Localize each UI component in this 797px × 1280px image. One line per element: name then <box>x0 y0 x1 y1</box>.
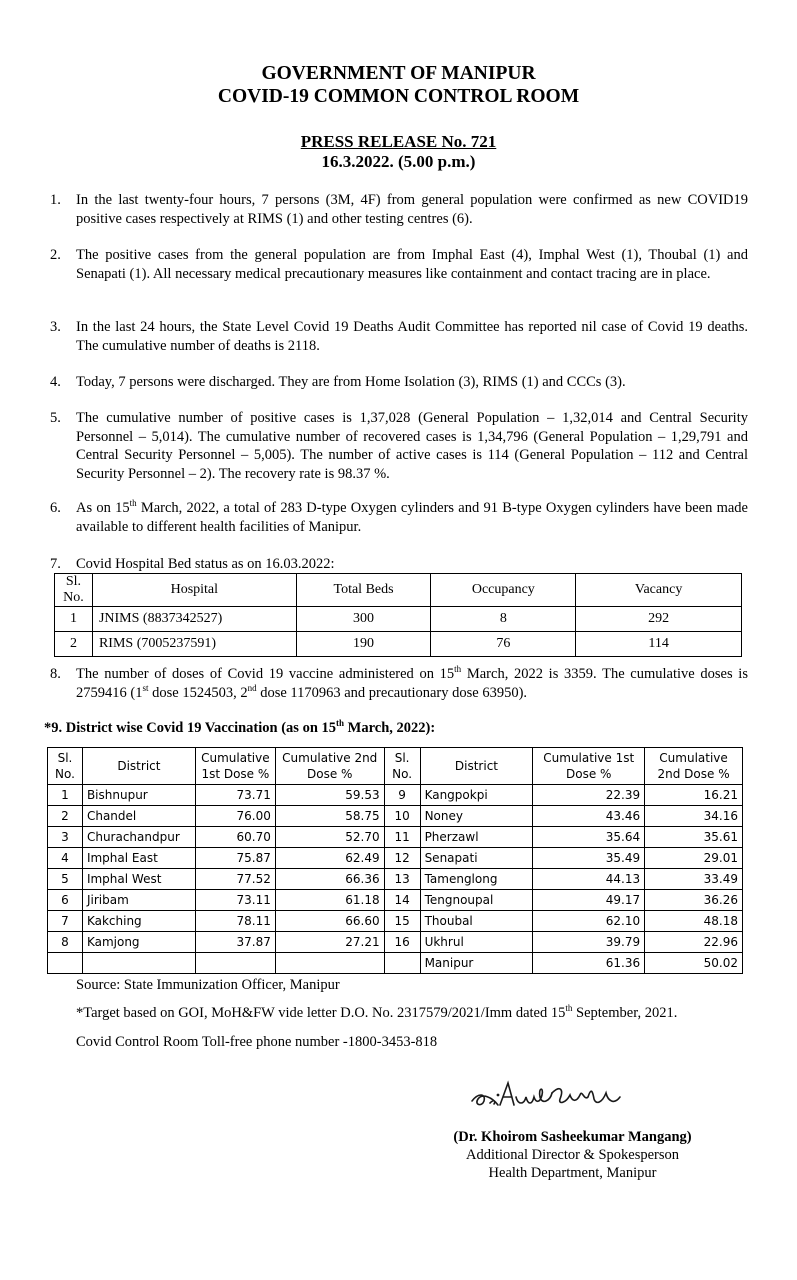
table-cell: 300 <box>296 607 431 632</box>
table-cell: Kakching <box>82 911 195 932</box>
table-cell: RIMS (7005237591) <box>92 632 296 657</box>
column-header: District <box>420 748 533 785</box>
table-cell: 76.00 <box>195 806 275 827</box>
column-header: Hospital <box>92 574 296 607</box>
table-cell: 7 <box>48 911 83 932</box>
table-cell: 5 <box>48 869 83 890</box>
table-cell: JNIMS (8837342527) <box>92 607 296 632</box>
table-cell: 4 <box>48 848 83 869</box>
column-header: Occupancy <box>431 574 576 607</box>
point-text: Today, 7 persons were discharged. They are from Home Isolation (3), RIMS (1) and CCCs (3). <box>76 374 626 390</box>
signatory-title: Additional Director & Spokesperson <box>465 1147 680 1163</box>
point-5 <box>50 409 748 483</box>
hospital-bed-table <box>54 573 742 657</box>
table-cell: 15 <box>384 911 420 932</box>
press-release-heading <box>0 132 797 172</box>
point-4 <box>50 373 748 392</box>
table-cell: 3 <box>48 827 83 848</box>
table-cell: Thoubal <box>420 911 533 932</box>
table-cell: 35.64 <box>533 827 645 848</box>
table-cell: Tamenglong <box>420 869 533 890</box>
table-cell: Jiribam <box>82 890 195 911</box>
table-cell: Churachandpur <box>82 827 195 848</box>
table-row <box>48 848 743 869</box>
table-cell <box>275 953 384 974</box>
point-number: 7. <box>50 556 61 572</box>
column-header: Cumulative 1st Dose % <box>195 748 275 785</box>
table-cell: 35.49 <box>533 848 645 869</box>
point-number: 1. <box>50 192 61 208</box>
table-cell: 62.10 <box>533 911 645 932</box>
table-cell: 1 <box>55 607 93 632</box>
column-header: Sl. No. <box>384 748 420 785</box>
table-cell: 14 <box>384 890 420 911</box>
table-cell: Senapati <box>420 848 533 869</box>
point-7 <box>50 555 748 574</box>
table-cell: 66.36 <box>275 869 384 890</box>
table-cell: 2 <box>55 632 93 657</box>
table-cell: 78.11 <box>195 911 275 932</box>
total-dose2: 50.02 <box>645 953 743 974</box>
table-cell: Imphal West <box>82 869 195 890</box>
table-cell: Noney <box>420 806 533 827</box>
table-row <box>55 607 742 632</box>
vaccination-table <box>47 747 743 974</box>
table-cell: 77.52 <box>195 869 275 890</box>
table-cell: Pherzawl <box>420 827 533 848</box>
point-text: The number of doses of Covid 19 vaccine administered on 15th March, 2022 is 3359. The cumulative doses is 2759416 (1st dose 1524503, 2nd dose 1170963 and precautionary dose 63950). <box>76 664 748 701</box>
point-3 <box>50 318 748 355</box>
point-text: The positive cases from the general population are from Imphal East (4), Imphal West (1), Thoubal (1) and Senapati (1). All necessary medical precautionary measures like containment and contact tracing are in place. <box>76 247 748 282</box>
table-cell: 16.21 <box>645 785 743 806</box>
table-cell: 35.61 <box>645 827 743 848</box>
table-cell: 8 <box>48 932 83 953</box>
press-release-number: PRESS RELEASE No. 721 <box>300 132 497 151</box>
table-cell: 8 <box>431 607 576 632</box>
table-cell: 1 <box>48 785 83 806</box>
signatory-name: (Dr. Khoirom Sasheekumar Mangang) <box>453 1129 692 1145</box>
press-release-datetime: 16.3.2022. (5.00 p.m.) <box>321 152 476 171</box>
table-header-row <box>55 574 742 607</box>
column-header: District <box>82 748 195 785</box>
table-cell: 13 <box>384 869 420 890</box>
point-text: As on 15th March, 2022, a total of 283 D-type Oxygen cylinders and 91 B-type Oxygen cylinders have been made available to different health facilities of Manipur. <box>76 498 748 535</box>
table-cell: Tengnoupal <box>420 890 533 911</box>
point-text: Covid Hospital Bed status as on 16.03.2022: <box>76 556 335 572</box>
table-cell: 62.49 <box>275 848 384 869</box>
table-row <box>48 911 743 932</box>
table-cell: 33.49 <box>645 869 743 890</box>
table-cell: 52.70 <box>275 827 384 848</box>
column-header: Sl. No. <box>55 574 93 607</box>
table-cell: Imphal East <box>82 848 195 869</box>
table-row <box>48 806 743 827</box>
table-cell: 49.17 <box>533 890 645 911</box>
point-1 <box>50 191 748 228</box>
table-cell: Kamjong <box>82 932 195 953</box>
table-cell: 16 <box>384 932 420 953</box>
signature-image <box>468 1075 628 1117</box>
table-cell: 60.70 <box>195 827 275 848</box>
point-text: In the last 24 hours, the State Level Covid 19 Deaths Audit Committee has reported nil case of Covid 19 deaths. The cumulative number of deaths is 2118. <box>76 319 748 354</box>
table-cell: 76 <box>431 632 576 657</box>
table-cell: 6 <box>48 890 83 911</box>
table-cell: 114 <box>576 632 742 657</box>
total-district: Manipur <box>420 953 533 974</box>
source-note: Source: State Immunization Officer, Manipur <box>76 977 340 993</box>
table-cell: 58.75 <box>275 806 384 827</box>
table-cell <box>195 953 275 974</box>
table-cell: 27.21 <box>275 932 384 953</box>
column-header: Cumulative 1st Dose % <box>533 748 645 785</box>
table-cell <box>384 953 420 974</box>
table-cell: 29.01 <box>645 848 743 869</box>
table-cell: 292 <box>576 607 742 632</box>
table-header-row <box>48 748 743 785</box>
header-government: GOVERNMENT OF MANIPUR <box>261 63 536 84</box>
table-cell: 44.13 <box>533 869 645 890</box>
table-cell: 75.87 <box>195 848 275 869</box>
point-number: 6. <box>50 500 61 516</box>
point-text: The cumulative number of positive cases is 1,37,028 (General Population – 1,32,014 and Central Security Personnel – 5,014). The cumulative number of recovered cases is 1,34,796 (General Population – 1,29,791 and Central Security Personnel – 5,005). The number of active cases is 114 (General Population – 112 and Central Security Personnel – 2). The recovery rate is 98.37 %. <box>76 410 748 482</box>
column-header: Total Beds <box>296 574 431 607</box>
point-8 <box>50 665 748 702</box>
table-cell: 190 <box>296 632 431 657</box>
target-note: *Target based on GOI, MoH&FW vide letter D.O. No. 2317579/2021/Imm dated 15th September, 2021. <box>76 1003 678 1021</box>
point-2 <box>50 246 748 283</box>
table-cell: 12 <box>384 848 420 869</box>
table-cell: 37.87 <box>195 932 275 953</box>
total-row <box>48 953 743 974</box>
table-cell: 39.79 <box>533 932 645 953</box>
table-cell: Kangpokpi <box>420 785 533 806</box>
table-cell: 73.71 <box>195 785 275 806</box>
table-cell: 61.18 <box>275 890 384 911</box>
tollfree-note: Covid Control Room Toll-free phone number -1800-3453-818 <box>76 1034 438 1050</box>
column-header: Cumulative 2nd Dose % <box>645 748 743 785</box>
table-row <box>48 932 743 953</box>
header-control-room: COVID-19 COMMON CONTROL ROOM <box>217 86 580 107</box>
point-number: 5. <box>50 410 61 426</box>
table-cell: Chandel <box>82 806 195 827</box>
point-number: 3. <box>50 319 61 335</box>
table-cell: 11 <box>384 827 420 848</box>
table-cell: 43.46 <box>533 806 645 827</box>
table-cell: 36.26 <box>645 890 743 911</box>
point-6 <box>50 499 748 536</box>
column-header: Vacancy <box>576 574 742 607</box>
column-header: Sl. No. <box>48 748 83 785</box>
table-cell: 59.53 <box>275 785 384 806</box>
point-number: 2. <box>50 247 61 263</box>
table-cell: 66.60 <box>275 911 384 932</box>
table-cell: 73.11 <box>195 890 275 911</box>
table-row <box>55 632 742 657</box>
point-number: 4. <box>50 374 61 390</box>
table-cell: Ukhrul <box>420 932 533 953</box>
table-row <box>48 785 743 806</box>
document-header <box>0 62 797 108</box>
column-header: Cumulative 2nd Dose % <box>275 748 384 785</box>
table-cell: 22.96 <box>645 932 743 953</box>
table-cell: 2 <box>48 806 83 827</box>
vaccination-section-title: *9. District wise Covid 19 Vaccination (as on 15th March, 2022): <box>44 718 436 736</box>
point-number: 8. <box>50 666 61 682</box>
table-cell <box>82 953 195 974</box>
table-cell: 22.39 <box>533 785 645 806</box>
point-text: In the last twenty-four hours, 7 persons (3M, 4F) from general population were confirmed as new COVID19 positive cases respectively at RIMS (1) and other testing centres (6). <box>76 192 748 227</box>
table-cell: 9 <box>384 785 420 806</box>
table-row <box>48 869 743 890</box>
table-row <box>48 827 743 848</box>
total-dose1: 61.36 <box>533 953 645 974</box>
table-cell: Bishnupur <box>82 785 195 806</box>
table-cell: 34.16 <box>645 806 743 827</box>
table-row <box>48 890 743 911</box>
table-cell <box>48 953 83 974</box>
table-cell: 48.18 <box>645 911 743 932</box>
table-cell: 10 <box>384 806 420 827</box>
signatory-department: Health Department, Manipur <box>488 1165 657 1181</box>
